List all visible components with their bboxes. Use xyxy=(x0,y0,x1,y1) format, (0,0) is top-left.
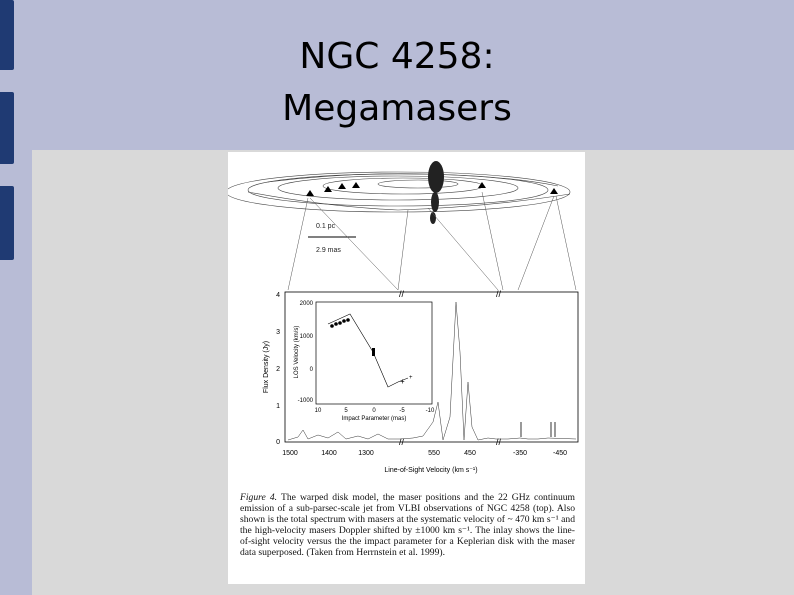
inset-plus-marker: + xyxy=(400,377,405,386)
inset-y-tick: 2000 xyxy=(299,301,313,307)
x-tick: -350 xyxy=(512,450,528,457)
y-tick: 4 xyxy=(276,292,280,299)
inset-x-tick: 0 xyxy=(372,408,376,414)
y-tick-labels xyxy=(276,292,280,446)
y-tick: 1 xyxy=(276,403,280,410)
caption-label: Figure 4. xyxy=(240,492,278,503)
y-tick: 2 xyxy=(276,366,280,373)
slide-title-line1: NGC 4258: xyxy=(299,36,495,77)
inset-y-tick: 1000 xyxy=(299,334,313,340)
svg-text://: // xyxy=(496,437,502,447)
inset-x-axis-label: Impact Parameter (mas) xyxy=(341,416,407,422)
caption-text: The warped disk model, the maser positions and the 22 GHz continuum emission of a sub-parsec-scale jet from VLBI observations of NGC 4258 (top). Also shown is the total spectrum with masers at the systematic velocity of ~ 470 km s⁻¹ and the high-velocity masers Doppler shifted by ±1000 km s⁻¹. The inlay shows the line-of-sight velocity versus the the impact parameter for a Keplerian disk with the maser data superposed. (Taken from Herrnstein et al. 1999). xyxy=(240,492,576,558)
y-tick: 0 xyxy=(276,439,280,446)
x-tick-labels xyxy=(282,450,567,457)
x-tick: 550 xyxy=(428,450,440,457)
slide-title-line2: Megamasers xyxy=(282,88,512,129)
decor-tab xyxy=(0,186,14,260)
x-axis-label: Line-of-Sight Velocity (km s⁻¹) xyxy=(384,467,478,474)
svg-text://: // xyxy=(399,437,405,447)
y-tick: 3 xyxy=(276,329,280,336)
inset-y-ticks xyxy=(298,301,314,404)
inset-y-axis-label: LOS Velocity (km/s) xyxy=(294,325,300,379)
inset-y-tick: -1000 xyxy=(297,398,313,404)
inset-plus-marker: + xyxy=(409,375,413,381)
warped-disk xyxy=(228,172,570,212)
x-tick: 1500 xyxy=(282,450,298,457)
x-tick: 450 xyxy=(464,450,476,457)
maser-arrows xyxy=(521,422,555,437)
figure-caption xyxy=(240,492,575,558)
inset-x-tick: -10 xyxy=(425,408,435,414)
svg-text://: // xyxy=(399,289,405,299)
svg-text://: // xyxy=(496,289,502,299)
inset-x-tick: -5 xyxy=(399,408,405,414)
jet xyxy=(428,161,444,224)
x-tick: -450 xyxy=(552,450,568,457)
scale-bar-top-label: 0.1 pc xyxy=(316,223,336,230)
x-tick: 1400 xyxy=(321,450,337,457)
y-axis-label: Flux Density (Jy) xyxy=(263,340,270,394)
inset-x-tick: 5 xyxy=(344,408,348,414)
inset-y-tick: 0 xyxy=(309,367,313,373)
x-tick: 1300 xyxy=(358,450,374,457)
scale-bar-bottom-label: 2.9 mas xyxy=(316,247,341,254)
inset-x-ticks xyxy=(315,408,435,414)
inset-x-tick: 10 xyxy=(314,408,322,414)
